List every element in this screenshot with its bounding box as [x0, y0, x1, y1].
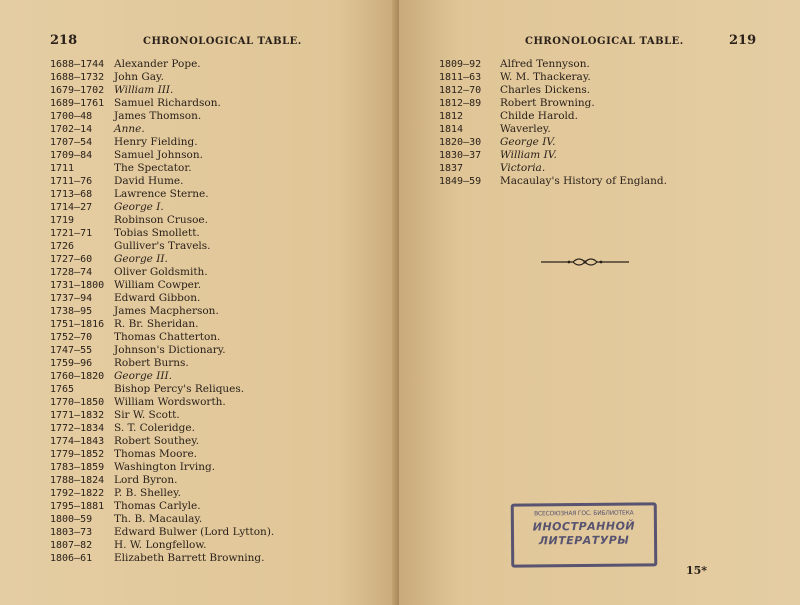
entry-date: 1711—76: [50, 176, 93, 187]
entry-date: 1795—1881: [50, 501, 105, 512]
entry-name: Oliver Goldsmith.: [114, 266, 208, 278]
entry-name: Robinson Crusoe.: [114, 214, 208, 226]
stamp-line-3: ЛИТЕРАТУРЫ: [538, 533, 630, 548]
chronology-entry: [50, 305, 274, 318]
entry-name: Sir W. Scott.: [114, 409, 180, 421]
chronology-entry: [50, 149, 274, 162]
entry-name: George III.: [114, 370, 172, 382]
chronology-entry: [50, 188, 274, 201]
entry-name: William Wordsworth.: [114, 396, 226, 408]
chronology-entry: [50, 71, 274, 84]
chronology-entry: [50, 253, 274, 266]
entry-date: 1812: [439, 111, 464, 122]
entry-date: 1788—1824: [50, 475, 105, 486]
entry-name: R. Br. Sheridan.: [114, 318, 199, 330]
entry-name: Robert Southey.: [114, 435, 200, 447]
chronology-entry: [50, 279, 274, 292]
entry-date: 1688—1744: [50, 59, 105, 70]
entry-date: 1760—1820: [50, 371, 105, 382]
entry-date: 1770—1850: [50, 397, 105, 408]
entry-date: 1737—94: [50, 293, 93, 304]
chronology-entry: [50, 435, 274, 448]
entry-name: Thomas Carlyle.: [114, 500, 201, 512]
entry-date: 1800—59: [50, 514, 93, 525]
entry-date: 1820—30: [439, 137, 482, 148]
entry-name: George I.: [114, 201, 164, 213]
chronology-entry: [50, 383, 274, 396]
page-number-left: 218: [50, 33, 78, 48]
entry-date: 1702—14: [50, 124, 93, 135]
entry-name: Alexander Pope.: [114, 58, 201, 70]
entry-name: Washington Irving.: [114, 461, 216, 473]
entry-date: 1809—92: [439, 59, 482, 70]
entry-date: 1779—1852: [50, 449, 105, 460]
entry-name: Samuel Richardson.: [114, 97, 221, 109]
chronology-list-left: [50, 58, 274, 565]
library-stamp: [511, 502, 658, 567]
entry-name: The Spectator.: [114, 162, 192, 174]
chronology-entry: [50, 110, 274, 123]
entry-date: 1812—89: [439, 98, 482, 109]
entry-name: S. T. Coleridge.: [114, 422, 195, 434]
chronology-entry: [439, 162, 667, 175]
entry-date: 1792—1822: [50, 488, 105, 499]
chronology-entry: [439, 136, 667, 149]
chronology-entry: [50, 58, 274, 71]
entry-name: Alfred Tennyson.: [500, 58, 590, 70]
entry-date: 1700—48: [50, 111, 93, 122]
entry-name: David Hume.: [114, 175, 184, 187]
chronology-entry: [50, 487, 274, 500]
ornament-divider-icon: [539, 255, 631, 269]
chronology-entry: [439, 71, 667, 84]
chronology-entry: [50, 461, 274, 474]
chronology-entry: [50, 162, 274, 175]
chronology-entry: [50, 292, 274, 305]
entry-date: 1752—70: [50, 332, 93, 343]
chronology-entry: [50, 370, 274, 383]
entry-date: 1726: [50, 241, 75, 252]
chronology-entry: [50, 227, 274, 240]
entry-date: 1830—37: [439, 150, 482, 161]
entry-name: Elizabeth Barrett Browning.: [114, 552, 265, 564]
entry-date: 1709—84: [50, 150, 93, 161]
entry-name: Waverley.: [500, 123, 551, 135]
entry-date: 1837: [439, 163, 464, 174]
entry-date: 1759—96: [50, 358, 93, 369]
entry-name: W. M. Thackeray.: [500, 71, 591, 83]
entry-date: 1811—63: [439, 72, 482, 83]
entry-date: 1688—1732: [50, 72, 105, 83]
chronology-entry: [50, 526, 274, 539]
chronology-entry: [50, 422, 274, 435]
chronology-entry: [50, 84, 274, 97]
entry-date: 1714—27: [50, 202, 93, 213]
entry-date: 1707—54: [50, 137, 93, 148]
signature-mark: 15*: [686, 564, 708, 577]
chronology-entry: [439, 58, 667, 71]
entry-date: 1814: [439, 124, 464, 135]
right-page: [399, 0, 800, 605]
entry-name: William IV.: [500, 149, 557, 161]
entry-date: 1689—1761: [50, 98, 105, 109]
chronology-entry: [50, 513, 274, 526]
entry-name: Macaulay's History of England.: [500, 175, 667, 187]
running-head-left: CHRONOLOGICAL TABLE.: [143, 36, 302, 47]
entry-date: 1711: [50, 163, 75, 174]
entry-date: 1783—1859: [50, 462, 105, 473]
entry-name: George II.: [114, 253, 168, 265]
entry-name: Samuel Johnson.: [114, 149, 203, 161]
entry-date: 1679—1702: [50, 85, 105, 96]
chronology-entry: [439, 110, 667, 123]
entry-date: 1812—70: [439, 85, 482, 96]
entry-name: George IV.: [500, 136, 556, 148]
entry-date: 1728—74: [50, 267, 93, 278]
chronology-entry: [439, 84, 667, 97]
entry-name: Henry Fielding.: [114, 136, 198, 148]
entry-name: William Cowper.: [114, 279, 202, 291]
chronology-entry: [50, 240, 274, 253]
chronology-entry: [439, 97, 667, 110]
entry-date: 1803—73: [50, 527, 93, 538]
entry-name: Childe Harold.: [500, 110, 578, 122]
chronology-entry: [50, 318, 274, 331]
entry-name: Anne.: [114, 123, 145, 135]
chronology-entry: [50, 214, 274, 227]
chronology-entry: [439, 175, 667, 188]
entry-date: 1738—95: [50, 306, 93, 317]
chronology-entry: [50, 409, 274, 422]
entry-date: 1774—1843: [50, 436, 105, 447]
page-number-right: 219: [729, 33, 757, 48]
entry-date: 1765: [50, 384, 75, 395]
entry-date: 1713—68: [50, 189, 93, 200]
entry-name: Edward Bulwer (Lord Lytton).: [114, 526, 275, 538]
chronology-entry: [50, 539, 274, 552]
entry-date: 1747—55: [50, 345, 93, 356]
entry-date: 1751—1816: [50, 319, 105, 330]
chronology-entry: [439, 149, 667, 162]
stamp-line-1: ВСЕСОЮЗНАЯ ГОС. БИБЛИОТЕКА: [534, 509, 634, 518]
chronology-entry: [50, 201, 274, 214]
entry-name: Bishop Percy's Reliques.: [114, 383, 245, 395]
entry-date: 1727—60: [50, 254, 93, 265]
running-head-right: CHRONOLOGICAL TABLE.: [525, 36, 684, 47]
chronology-entry: [50, 357, 274, 370]
entry-name: H. W. Longfellow.: [114, 539, 207, 551]
entry-name: John Gay.: [114, 71, 164, 83]
left-page: [0, 0, 397, 605]
entry-date: 1772—1834: [50, 423, 105, 434]
chronology-entry: [439, 123, 667, 136]
stamp-line-2: ИНОСТРАННОЙ: [532, 519, 636, 534]
entry-date: 1771—1832: [50, 410, 105, 421]
entry-date: 1719: [50, 215, 75, 226]
entry-name: Johnson's Dictionary.: [114, 344, 226, 356]
chronology-entry: [50, 474, 274, 487]
entry-name: James Macpherson.: [114, 305, 219, 317]
chronology-entry: [50, 344, 274, 357]
chronology-entry: [50, 266, 274, 279]
entry-name: Edward Gibbon.: [114, 292, 201, 304]
entry-name: Robert Burns.: [114, 357, 189, 369]
chronology-entry: [50, 448, 274, 461]
chronology-list-right: [439, 58, 667, 188]
entry-name: P. B. Shelley.: [114, 487, 181, 499]
entry-name: Tobias Smollett.: [114, 227, 200, 239]
entry-date: 1807—82: [50, 540, 93, 551]
entry-date: 1721—71: [50, 228, 93, 239]
chronology-entry: [50, 552, 274, 565]
entry-date: 1731—1800: [50, 280, 105, 291]
chronology-entry: [50, 136, 274, 149]
entry-date: 1806—61: [50, 553, 93, 564]
entry-name: Lawrence Sterne.: [114, 188, 209, 200]
entry-name: Thomas Chatterton.: [114, 331, 221, 343]
chronology-entry: [50, 331, 274, 344]
chronology-entry: [50, 500, 274, 513]
chronology-entry: [50, 123, 274, 136]
entry-date: 1849—59: [439, 176, 482, 187]
entry-name: James Thomson.: [114, 110, 202, 122]
chronology-entry: [50, 396, 274, 409]
entry-name: Gulliver's Travels.: [114, 240, 211, 252]
entry-name: Thomas Moore.: [114, 448, 197, 460]
chronology-entry: [50, 175, 274, 188]
entry-name: William III.: [114, 84, 174, 96]
entry-name: Victoria.: [500, 162, 546, 174]
entry-name: Robert Browning.: [500, 97, 595, 109]
chronology-entry: [50, 97, 274, 110]
entry-name: Charles Dickens.: [500, 84, 591, 96]
entry-name: Th. B. Macaulay.: [114, 513, 203, 525]
entry-name: Lord Byron.: [114, 474, 178, 486]
